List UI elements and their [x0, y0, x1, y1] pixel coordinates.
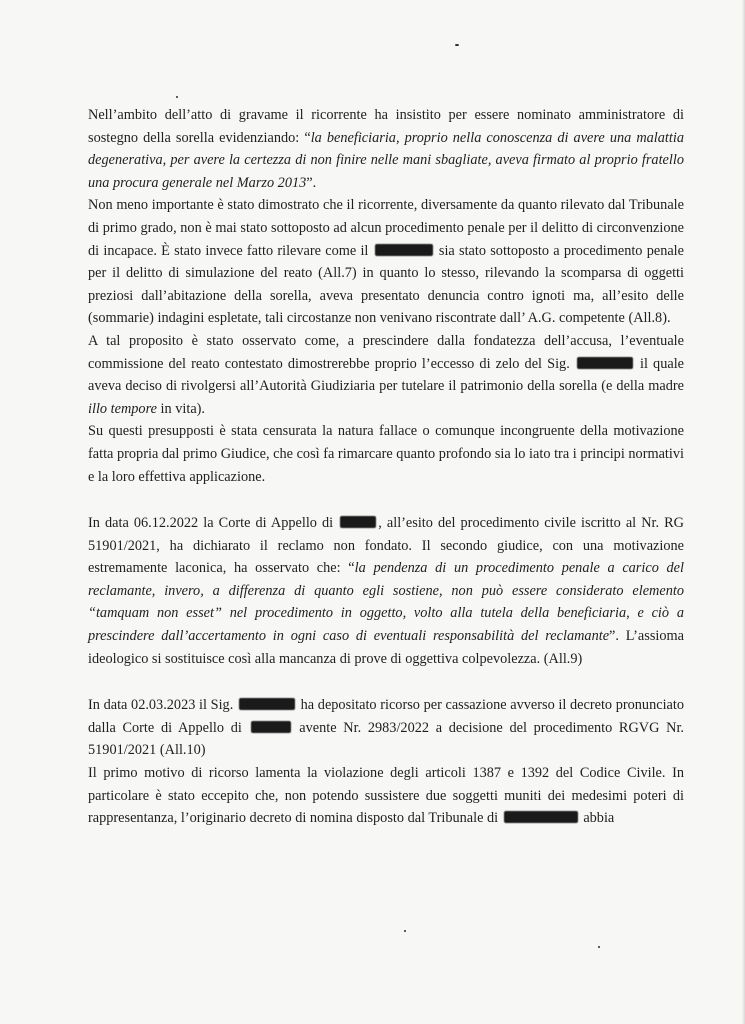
paragraph-7 — [88, 762, 684, 830]
redaction-mark — [239, 698, 295, 710]
paragraph-5-text: In data 06.12.2022 la Corte di Appello di — [88, 515, 334, 532]
paragraph-2-text-cont: sia stato sottoposto a procedimento penale per il delitto di simulazione del reato (All.7) in quanto lo stesso, rilevando la scomparsa di oggetti preziosi dall’abitazione della sorella, aveva presentato denuncia contro ignoti ma, all’esito delle (sommarie) indagini espletate, tali circostanze non venivano riscontrate dall’ A.G. competente (All.8). — [88, 242, 685, 327]
paragraph-2-text: Non meno importante è stato dimostrato che il ricorrente, diversamente da quanto rilevato dal Tribunale di primo grado, non è mai stato sottoposto ad alcun procedimento penale per il delitto di circonvenzione di incapace. È stato invece fatto rilevare come il — [88, 197, 684, 259]
paragraph-5-quote: la pendenza di un procedimento penale a carico del reclamante, invero, a differenza di quanto egli sostiene, non può essere considerato elemento “tamquam non esset” nel procedimento in oggetto, volto alla tutela della beneficiaria, e ciò a prescindere dall’accertamento in ogni caso di eventuali responsabilità del reclamante — [88, 560, 684, 645]
scan-speck — [404, 930, 406, 932]
paragraph-7-text: Il primo motivo di ricorso lamenta la violazione degli articoli 1387 e 1392 del Codice Civile. In particolare è stato eccepito che, non potendo sussistere due soggetti muniti dei medesimi poteri di rappresentanza, l’originario decreto di nomina disposto dal Tribunale di — [88, 765, 684, 827]
paragraph-3-text-cont: il quale aveva deciso di rivolgersi all’Autorità Giudiziaria per tutelare il patrimonio della sorella (e della madre — [88, 355, 685, 395]
paragraph-6 — [88, 694, 684, 762]
paragraph-1-text: Nell’ambito dell’atto di gravame il ricorrente ha insistito per essere nominato amministratore di sostegno della sorella evidenziando: “ — [88, 107, 684, 146]
paragraph-1 — [88, 104, 684, 194]
paragraph-1-quote: la beneficiaria, proprio nella conoscenza di avere una malattia degenerativa, per avere la certezza di non finire nelle mani sbagliate, aveva firmato al proprio fratello una procura generale nel Marzo 2013 — [88, 129, 684, 191]
paragraph-6-end: avente Nr. 2983/2022 a decisione del procedimento RGVG Nr. 51901/2021 (All.10) — [88, 719, 685, 759]
paragraph-3-end: in vita). — [156, 400, 206, 417]
paragraph-3 — [88, 330, 684, 420]
paragraph-5-text-cont: , all’esito del procedimento civile iscritto al Nr. RG 51901/2021, ha dichiarato il reclamo non fondato. Il secondo giudice, con una motivazione estremamente laconica, ha osservato che: “ — [88, 515, 685, 577]
redaction-mark — [251, 721, 291, 733]
redaction-mark — [375, 244, 433, 256]
paragraph-gap — [88, 670, 684, 694]
paragraph-3-text: A tal proposito è stato osservato come, a prescindere dalla fondatezza dell’accusa, l’eventuale commissione del reato contestato dimostrerebbe proprio l’eccesso di zelo del Sig. — [88, 332, 684, 372]
paragraph-6-text: In data 02.03.2023 il Sig. — [88, 697, 234, 714]
paragraph-5 — [88, 512, 684, 670]
scan-speck — [455, 44, 459, 46]
paragraph-1-end: ”. — [306, 174, 317, 191]
scan-speck — [598, 946, 600, 948]
paragraph-3-italic: illo tempore — [88, 400, 157, 417]
paragraph-gap — [88, 488, 684, 512]
paragraph-2 — [88, 194, 684, 330]
paragraph-4: Su questi presupposti è stata censurata la natura fallace o comunque incongruente della motivazione fatta propria dal primo Giudice, che così fa rimarcare quanto profondo sia lo iato tra i principi normativi e la loro effettiva applicazione. — [88, 423, 684, 485]
paragraph-7-end: abbia — [583, 810, 615, 827]
body-text — [88, 104, 684, 830]
redaction-mark — [340, 516, 376, 528]
redaction-mark — [504, 811, 578, 823]
paragraph-6-text-cont: ha depositato ricorso per cassazione avverso il decreto pronunciato dalla Corte di Appello di — [88, 697, 685, 736]
scan-speck — [176, 96, 178, 98]
paragraph-5-end: ”. L’assioma ideologico si sostituisce così alla mancanza di prove di oggettiva colpevolezza. (All.9) — [88, 628, 684, 667]
redaction-mark — [577, 357, 633, 369]
